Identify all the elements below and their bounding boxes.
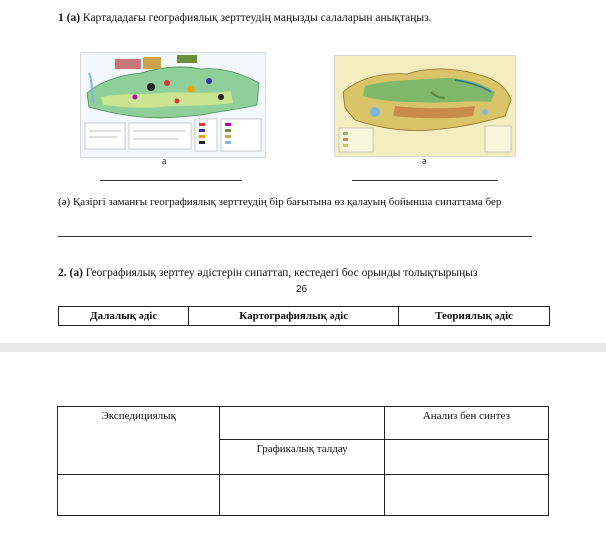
methods-fill-table — [57, 406, 549, 516]
caption-b: ә — [422, 156, 427, 167]
answer-line-a[interactable] — [100, 180, 242, 181]
header-theoretical-method: Теориялық әдіс — [399, 307, 550, 326]
question-2-text: Географиялық зерттеу әдістерін сипаттап, кестедегі бос орынды толықтырыңыз — [85, 267, 478, 279]
question-1b-text: Қазіргі заманғы географиялық зерттеудің бір бағытына өз қалауың бойынша сипаттама бер — [72, 196, 502, 208]
cell-analysis — [384, 407, 548, 440]
question-1b — [58, 196, 548, 209]
methods-header-table — [58, 306, 550, 326]
question-1-title — [58, 12, 432, 24]
cell-blank-5[interactable] — [220, 475, 384, 516]
caption-a: а — [162, 156, 167, 167]
question-2-title — [58, 267, 478, 279]
question-1b-label: (ә) — [58, 196, 71, 208]
map-b-image — [334, 55, 516, 157]
question-1-text: Картададағы географиялық зерттеудің маңызды салаларын анықтаңыз. — [82, 12, 432, 24]
question-1-number: 1 (а) — [58, 12, 81, 24]
map-b-drawing — [335, 56, 515, 156]
header-field-method: Далалық әдіс — [59, 307, 189, 326]
map-a-image — [80, 52, 266, 158]
map-a-drawing — [81, 53, 265, 157]
table-row — [58, 407, 549, 440]
cell-blank-1[interactable] — [220, 407, 384, 440]
cell-analysis-label: Анализ бен синтез — [422, 410, 510, 422]
cell-blank-4[interactable] — [384, 475, 548, 516]
page-number: 26 — [296, 284, 308, 295]
cell-expedition — [58, 407, 220, 475]
answer-line-b[interactable] — [352, 180, 498, 181]
page-divider — [0, 343, 606, 352]
header-cartographic-method: Картографиялық әдіс — [189, 307, 399, 326]
cell-blank-3[interactable] — [58, 475, 220, 516]
cell-graphic — [220, 440, 384, 475]
answer-line-1b[interactable] — [58, 236, 532, 237]
cell-graphic-label: Графикалық талдау — [256, 443, 348, 455]
question-2-number: 2. (а) — [58, 267, 83, 279]
cell-expedition-label: Экспедициялық — [101, 410, 176, 422]
cell-blank-2[interactable] — [384, 440, 548, 475]
table-row — [59, 307, 550, 326]
